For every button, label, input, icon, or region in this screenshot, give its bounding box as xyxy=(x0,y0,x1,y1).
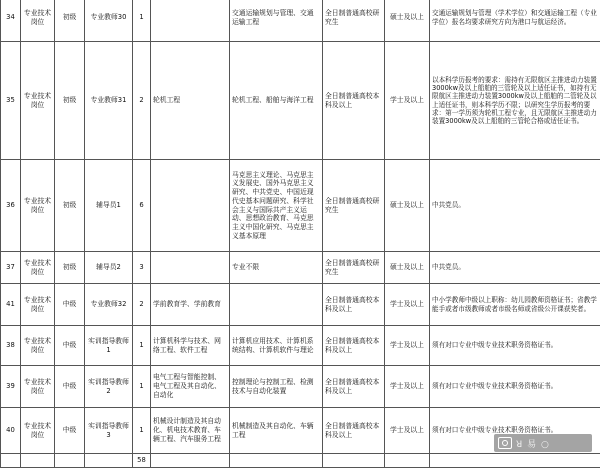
position-name: 专业教师30 xyxy=(85,0,133,42)
major-bachelor: 机械设计制造及其自动化、机电技术教育、车辆工程、汽车服务工程 xyxy=(151,408,230,454)
position-name: 实训指导教师1 xyxy=(85,326,133,366)
hire-count: 1 xyxy=(133,366,151,408)
position-level: 中级 xyxy=(55,284,85,326)
education-requirement: 全日制普通高校本科及以上 xyxy=(323,326,385,366)
degree-requirement: 硕士及以上 xyxy=(385,0,430,42)
table-row xyxy=(1,42,600,160)
position-level: 初级 xyxy=(55,0,85,42)
hire-count: 2 xyxy=(133,42,151,160)
total-count: 58 xyxy=(133,454,151,468)
table-row xyxy=(1,284,600,326)
row-number: 38 xyxy=(1,326,21,366)
position-category: 专业技术岗位 xyxy=(21,366,55,408)
position-name: 专业教师32 xyxy=(85,284,133,326)
position-level: 中级 xyxy=(55,408,85,454)
education-requirement: 全日制普通高校研究生 xyxy=(323,0,385,42)
position-level: 中级 xyxy=(55,366,85,408)
hire-count: 1 xyxy=(133,0,151,42)
major-graduate xyxy=(230,284,323,326)
position-category: 专业技术岗位 xyxy=(21,160,55,252)
position-name: 辅导员2 xyxy=(85,252,133,284)
row-number: 37 xyxy=(1,252,21,284)
hire-count: 6 xyxy=(133,160,151,252)
position-category: 专业技术岗位 xyxy=(21,408,55,454)
position-level: 初级 xyxy=(55,42,85,160)
major-graduate: 机械制造及其自动化、车辆工程 xyxy=(230,408,323,454)
row-number: 40 xyxy=(1,408,21,454)
degree-requirement: 学士及以上 xyxy=(385,408,430,454)
row-number: 39 xyxy=(1,366,21,408)
table-row xyxy=(1,252,600,284)
major-bachelor: 计算机科学与技术、网络工程、软件工程 xyxy=(151,326,230,366)
hire-count: 1 xyxy=(133,408,151,454)
position-category: 专业技术岗位 xyxy=(21,252,55,284)
major-bachelor: 轮机工程 xyxy=(151,42,230,160)
degree-requirement: 硕士及以上 xyxy=(385,252,430,284)
position-name: 专业教师31 xyxy=(85,42,133,160)
position-name: 实训指导教师2 xyxy=(85,366,133,408)
other-requirements: 以本科学历报考的要求：需持有无限航区主推进动力装置3000kw及以上船舶的三管轮及以上适任证书，如持有无限航区主推进动力装置3000kw及以上船舶的二管轮及以上适任证书，则本科学历不限；以研究生学历报考的要求：第一学历须为轮机工程专业，且无限航区主推进动力装置3000kw及以上船舶的三管轮合格或适任证书。 xyxy=(430,42,600,160)
position-level: 初级 xyxy=(55,252,85,284)
row-number: 34 xyxy=(1,0,21,42)
major-graduate: 专业不限 xyxy=(230,252,323,284)
watermark-overlay xyxy=(494,434,592,452)
logo-icon xyxy=(498,437,512,449)
other-requirements: 中小学教师中级以上职称：幼儿园教师资格证书；省教学能手或者市级教师或者市级名师或省级公开课获奖者。 xyxy=(430,284,600,326)
major-graduate: 马克思主义理论、马克思主义发展史、国外马克思主义研究、中共党史、中国近现代史基本问题研究、科学社会主义与国际共产主义运动、思想政治教育、马克思主义中国化研究、马克思主义基本原理 xyxy=(230,160,323,252)
other-requirements: 须有对口专业中级专业技术职务资格证书。 xyxy=(430,408,600,454)
hire-count: 3 xyxy=(133,252,151,284)
other-requirements: 须有对口专业中级专业技术职务资格证书。 xyxy=(430,366,600,408)
degree-requirement: 硕士及以上 xyxy=(385,160,430,252)
education-requirement: 全日制普通高校研究生 xyxy=(323,252,385,284)
major-bachelor xyxy=(151,0,230,42)
education-requirement: 全日制普通高校本科及以上 xyxy=(323,408,385,454)
row-number: 35 xyxy=(1,42,21,160)
row-number: 41 xyxy=(1,284,21,326)
major-bachelor xyxy=(151,160,230,252)
table-row xyxy=(1,0,600,42)
education-requirement: 全日制普通高校本科及以上 xyxy=(323,42,385,160)
other-requirements: 中共党员。 xyxy=(430,160,600,252)
major-graduate: 计算机应用技术、计算机系统结构、计算机软件与理论 xyxy=(230,326,323,366)
degree-requirement: 学士及以上 xyxy=(385,284,430,326)
other-requirements: 须有对口专业中级专业技术职务资格证书。 xyxy=(430,326,600,366)
position-level: 初级 xyxy=(55,160,85,252)
major-graduate: 控制理论与控制工程、检测技术与自动化装置 xyxy=(230,366,323,408)
education-requirement: 全日制普通高校本科及以上 xyxy=(323,284,385,326)
watermark-text: ꓤ 易 ○ xyxy=(516,437,550,450)
other-requirements: 交通运输规划与管理（学术学位）和交通运输工程（专业学位）报名均要求研究方向为港口与航运经济。 xyxy=(430,0,600,42)
major-bachelor xyxy=(151,252,230,284)
education-requirement: 全日制普通高校研究生 xyxy=(323,160,385,252)
degree-requirement: 学士及以上 xyxy=(385,42,430,160)
position-category: 专业技术岗位 xyxy=(21,326,55,366)
hire-count: 2 xyxy=(133,284,151,326)
degree-requirement: 学士及以上 xyxy=(385,366,430,408)
position-name: 实训指导教师3 xyxy=(85,408,133,454)
position-name: 辅导员1 xyxy=(85,160,133,252)
major-graduate: 轮机工程、船舶与海洋工程 xyxy=(230,42,323,160)
major-bachelor: 电气工程与智能控制、电气工程及其自动化、自动化 xyxy=(151,366,230,408)
table-row xyxy=(1,326,600,366)
degree-requirement: 学士及以上 xyxy=(385,326,430,366)
position-category: 专业技术岗位 xyxy=(21,284,55,326)
other-requirements: 中共党员。 xyxy=(430,252,600,284)
position-category: 专业技术岗位 xyxy=(21,0,55,42)
position-category: 专业技术岗位 xyxy=(21,42,55,160)
table-row xyxy=(1,160,600,252)
total-row xyxy=(1,454,600,468)
major-graduate: 交通运输规划与管理、交通运输工程 xyxy=(230,0,323,42)
row-number: 36 xyxy=(1,160,21,252)
hire-count: 1 xyxy=(133,326,151,366)
education-requirement: 全日制普通高校本科及以上 xyxy=(323,366,385,408)
table-row xyxy=(1,366,600,408)
position-level: 中级 xyxy=(55,326,85,366)
major-bachelor: 学前教育学、学前教育 xyxy=(151,284,230,326)
